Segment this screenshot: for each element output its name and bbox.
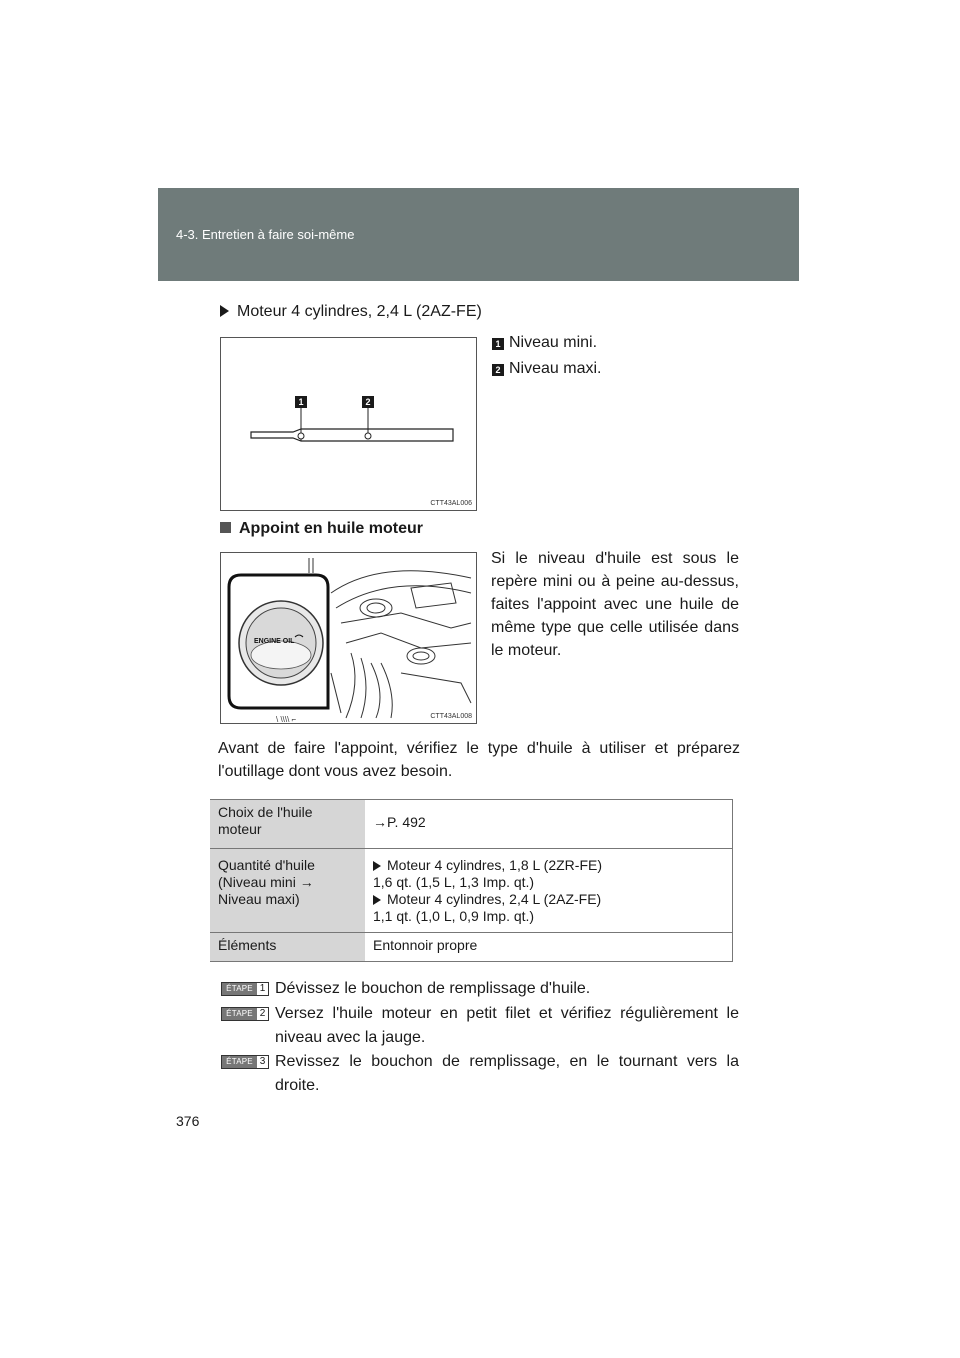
engine-variant-bullet [220,303,482,321]
value-line: Moteur 4 cylindres, 2,4 L (2AZ-FE) [373,891,724,908]
section-title-text: Appoint en huile moteur [239,520,423,537]
section-title [220,520,423,538]
engine-variant-label: Moteur 4 cylindres, 2,4 L (2AZ-FE) [237,303,482,320]
marker-1-badge: 1 [295,396,307,408]
legend-item-min [492,334,597,352]
triangle-bullet-icon [220,305,229,317]
figure-code: CTT43AL006 [430,500,472,507]
legend-number-badge: 1 [492,338,504,350]
triangle-bullet-icon [373,861,381,871]
legend-label: Niveau maxi. [509,360,602,377]
table-row [210,849,733,933]
oil-cap-label: ENGINE OIL [254,638,295,645]
triangle-bullet-icon [373,895,381,905]
table-cell-label: Quantité d'huile (Niveau mini → Niveau maxi) [210,849,365,933]
marker-2-badge: 2 [362,396,374,408]
legend-number-badge: 2 [492,364,504,376]
legend-label: Niveau mini. [509,334,598,351]
table-cell-label: Choix de l'huile moteur [210,800,365,849]
before-refill-note: Avant de faire l'appoint, vérifiez le type d'huile à utiliser et préparez l'outillage dont vous avez besoin. [218,740,740,780]
engine-bay-figure [220,552,477,724]
legend-item-max [492,360,601,378]
section-header-title: 4-3. Entretien à faire soi-même [176,227,355,242]
table-cell-label: Éléments [210,933,365,962]
step-text: Revissez le bouchon de remplissage, en le tournant vers la droite. [275,1053,739,1094]
table-cell-value: →P. 492 [365,800,733,849]
step-badge: ÉTAPE 2 [221,1007,269,1021]
svg-text:\ \\\\ ⌐: \ \\\\ ⌐ [276,715,297,724]
step-badge: ÉTAPE 1 [221,982,269,996]
engine-bay-illustration [221,553,477,724]
dipstick-illustration [221,338,477,511]
max-mark [365,433,371,439]
step-badge: ÉTAPE 3 [221,1055,269,1069]
page-number: 376 [176,1113,200,1129]
table-cell-value: Entonnoir propre [365,933,733,962]
step-text: Versez l'huile moteur en petit filet et vérifiez régulièrement le niveau avec la jauge. [275,1005,739,1046]
table-row [210,800,733,849]
value-line: 1,6 qt. (1,5 L, 1,3 Imp. qt.) [373,874,535,890]
table-cell-value [365,849,733,933]
figure-code: CTT43AL008 [430,713,472,720]
step-text: Dévissez le bouchon de remplissage d'huile. [275,980,591,997]
min-mark [298,433,304,439]
oil-level-instruction: Si le niveau d'huile est sous le repère mini ou à peine au-dessus, faites l'appoint avec une huile de même type que celle utilisée dans le moteur. [491,550,739,659]
square-bullet-icon [220,522,231,533]
table-row [210,933,733,962]
value-line: 1,1 qt. (1,0 L, 0,9 Imp. qt.) [373,908,535,924]
oil-info-table [210,799,733,962]
dipstick-figure [220,337,477,511]
value-line: Moteur 4 cylindres, 1,8 L (2ZR-FE) [373,857,724,874]
